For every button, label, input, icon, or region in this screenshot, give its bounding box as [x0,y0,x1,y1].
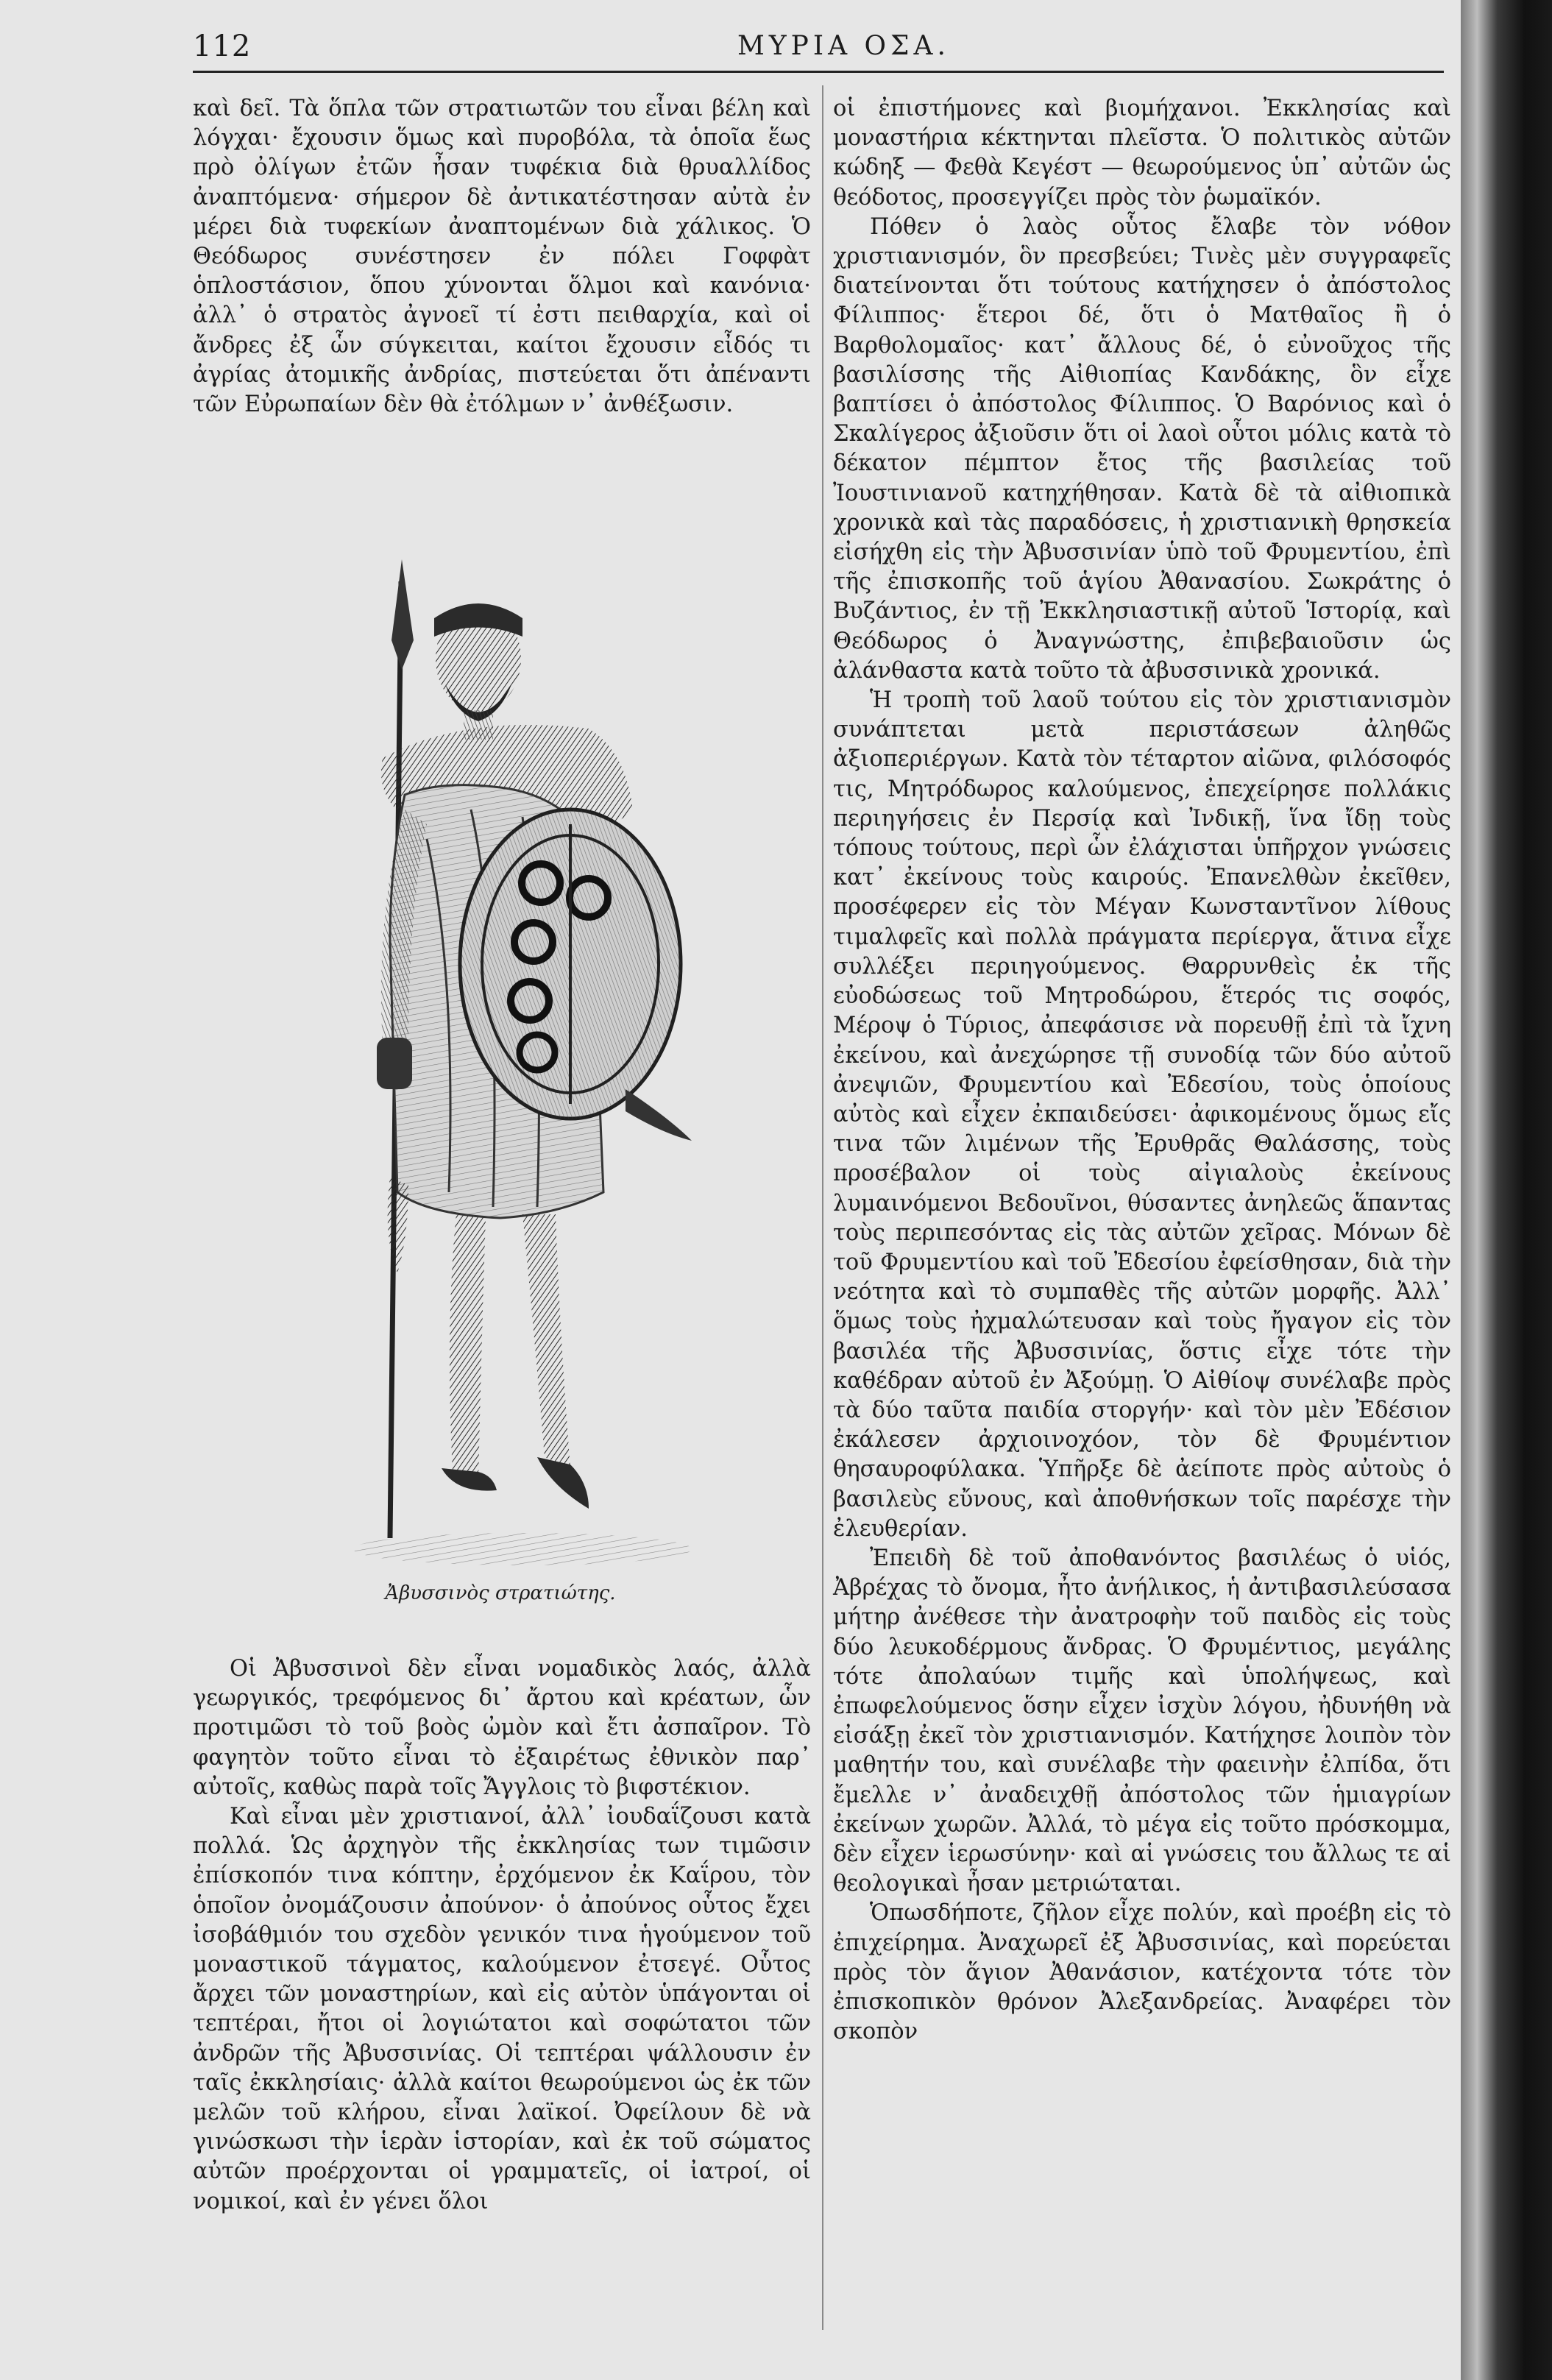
paragraph: Πόθεν ὁ λαὸς οὗτος ἔλαβε τὸν νόθον χριστιανισμόν, ὃν πρεσβεύει; Τινὲς μὲν συγγραφεῖς διατείνονται ὅτι τούτους κατήχησεν ὁ ἀπόστολος Φίλιππος· ἕτεροι δέ, ὅτι ὁ Ματθαῖος ἢ ὁ Βαρθολομαῖος· κατ᾽ ἄλλους δέ, ὁ εὐνοῦχος τῆς βασιλίσσης τῆς Αἰθιοπίας Κανδάκης, ὃν εἶχε βαπτίσει ὁ ἀπόστολος Φίλιππος. Ὁ Βαρόνιος καὶ ὁ Σκαλίγερος ἀξιοῦσιν ὅτι οἱ λαοὶ οὗτοι μόλις κατὰ τὸ δέκατον πέμπτον ἔτος τῆς βασιλείας τοῦ Ἰουστινιανοῦ κατηχήθησαν. Κατὰ δὲ τὰ αἰθιοπικὰ χρονικὰ καὶ τὰς παραδόσεις, ἡ χριστιανικὴ θρησκεία εἰσήχθη εἰς τὴν Ἀβυσσινίαν ὑπὸ τοῦ Φρυμεντίου, ἐπὶ τῆς ἐπισκοπῆς τοῦ ἁγίου Ἀθανασίου. Σωκράτης ὁ Βυζάντιος, ἐν τῇ Ἐκκλησιαστικῇ αὐτοῦ Ἱστορίᾳ, καὶ Θεόδωρος ὁ Ἀναγνώστης, ἐπιβεβαιοῦσιν ὡς ἀλάνθαστα κατὰ τοῦτο τὰ ἀβυσσινικὰ χρονικά. [833,213,1451,684]
paragraph: Ἡ τροπὴ τοῦ λαοῦ τούτου εἰς τὸν χριστιανισμὸν συνάπτεται μετὰ περιστάσεων ἀληθῶς ἀξιοπεριέργων. Κατὰ τὸν τέταρτον αἰῶνα, φιλόσοφός τις, Μητρόδωρος καλούμενος, ἐπεχείρησε πολλάκις περιηγήσεις ἐν Περσίᾳ καὶ Ἰνδικῇ, ἵνα ἴδῃ τοὺς τόπους τούτους, περὶ ὧν ἐλάχισται ὑπῆρχον γνώσεις κατ᾽ ἐκείνους τοὺς καιρούς. Ἐπανελθὼν ἐκεῖθεν, προσέφερεν εἰς τὸν Μέγαν Κωνσταντῖνον λίθους τιμαλφεῖς καὶ πολλὰ πράγματα περίεργα, ἅτινα εἶχε συλλέξει περιηγούμενος. Θαρρυνθεὶς ἐκ τῆς εὐοδώσεως τοῦ Μητροδώρου, ἕτερός τις σοφός, Μέροψ ὁ Τύριος, ἀπεφάσισε νὰ πορευθῇ ἐπὶ τὰ ἴχνη ἐκείνου, καὶ ἀνεχώρησε τῇ συνοδίᾳ τῶν δύο αὐτοῦ ἀνεψιῶν, Φρυμεντίου καὶ Ἐδεσίου, τοὺς ὁποίους αὐτὸς καὶ εἶχεν ἐκπαιδεύσει· ἀφικομένους ὅμως εἴς τινα τῶν λιμένων τῆς Ἐρυθρᾶς Θαλάσσης, τοὺς προσέβαλον οἱ τοὺς αἰγιαλοὺς ἐκείνους λυμαινόμενοι Βεδουῖνοι, θύσαντες ἀνηλεῶς ἅπαντας τοὺς περιπεσόντας εἰς τὰς αὐτῶν χεῖρας. Μόνων δὲ τοῦ Φρυμεντίου καὶ τοῦ Ἐδεσίου ἐφείσθησαν, διὰ τὴν νεότητα καὶ τὸ συμπαθὲς τῆς αὐτῶν μορφῆς. Ἀλλ᾽ ὅμως τοὺς ἠχμαλώτευσαν καὶ τοὺς ἤγαγον εἰς τὸν βασιλέα τῆς Ἀβυσσινίας, ὅστις εἶχε τότε τὴν καθέδραν αὐτοῦ ἐν Ἀξούμῃ. Ὁ Αἰθίοψ συνέλαβε πρὸς τὰ δύο ταῦτα παιδία στοργήν· καὶ τὸν μὲν Ἐδέσιον ἐκάλεσεν ἀρχιοινοχόον, τὸν δὲ Φρυμέντιον θησαυροφύλακα. Ὑπῆρξε δὲ ἀείποτε πρὸς αὐτοὺς ὁ βασιλεὺς εὔνους, καὶ ἀποθνήσκων τοῖς παρέσχε τὴν ἐλευθερίαν. [833,687,1451,1542]
right-column [833,94,1451,2047]
paragraph: καὶ δεῖ. Τὰ ὅπλα τῶν στρατιωτῶν του εἶναι βέλη καὶ λόγχαι· ἔχουσιν ὅμως καὶ πυροβόλα, τὰ ὁποῖα ἕως πρὸ ὀλίγων ἐτῶν ἦσαν τυφέκια διὰ θρυαλλίδος ἀναπτόμενα· σήμερον δὲ ἀντικατέστησαν αὐτὰ ἐν μέρει διὰ τυφεκίων ἀναπτομένων διὰ χάλικος. Ὁ Θεόδωρος συνέστησεν ἐν πόλει Γοφφὰτ ὁπλοστάσιον, ὅπου χύνονται ὅλμοι καὶ κανόνια· ἀλλ᾽ ὁ στρατὸς ἀγνοεῖ τί ἐστι πειθαρχία, καὶ οἱ ἄνδρες ἐξ ὧν σύγκειται, καίτοι ἔχουσιν εἶδός τι ἀγρίας ἀτομικῆς ἀνδρίας, πιστεύεται ὅτι ἀπέναντι τῶν Εὐρωπαίων δὲν θὰ ἐτόλμων ν᾽ ἀνθέξωσιν. [193,96,811,418]
paragraph: οἱ ἐπιστήμονες καὶ βιομήχανοι. Ἐκκλησίας καὶ μοναστήρια κέκτηνται πλεῖστα. Ὁ πολιτικὸς αὐτῶν κώδηξ — Φεθὰ Κεγέστ — θεωρούμενος ὑπ᾽ αὐτῶν ὡς θεόδοτος, προσεγγίζει πρὸς τὸν ῥωμαϊκόν. [833,96,1451,210]
left-column-bottom [193,1654,811,2217]
paragraph: Ἐπειδὴ δὲ τοῦ ἀποθανόντος βασιλέως ὁ υἱός, Ἀβρέχας τὸ ὄνομα, ἦτο ἀνήλικος, ἡ ἀντιβασιλεύσασα μήτηρ ἀνέθεσε τὴν ἀνατροφὴν τοῦ παιδὸς εἰς τοὺς δύο λευκοδέρμους ἄνδρας. Ὁ Φρυμέντιος, μεγάλης τότε ἀπολαύων τιμῆς καὶ ὑπολήψεως, καὶ ἐπωφελούμενος ὅσην εἶχεν ἰσχὺν λόγου, ἠδυνήθη νὰ εἰσάξῃ ἐκεῖ τὸν χριστιανισμόν. Κατήχησε λοιπὸν τὸν μαθητήν του, καὶ συνέλαβε τὴν φαεινὴν ἐλπίδα, ὅτι ἔμελλε ν᾽ ἀναδειχθῇ ἀπόστολος τῶν ἡμιαγρίων ἐκείνων χωρῶν. Ἀλλά, τὸ μέγα εἰς τοῦτο πρόσκομμα, δὲν εἶχεν ἱερωσύνην· καὶ αἱ γνώσεις του ἄλλως τε αἱ θεολογικαὶ ἦσαν μετριώταται. [833,1545,1451,1897]
book-binding-edge [1461,0,1552,2380]
paragraph: Καὶ εἶναι μὲν χριστιανοί, ἀλλ᾽ ἰουδαΐζουσι κατὰ πολλά. Ὡς ἀρχηγὸν τῆς ἐκκλησίας των τιμῶσιν ἐπίσκοπόν τινα κόπτην, ἐρχόμενον ἐκ Καΐρου, τὸν ὁποῖον ὀνομάζουσιν ἀπούνον· ὁ ἀπούνος οὗτος ἔχει ἰσοβάθμιόν του σχεδὸν γενικόν τινα ἡγούμενον τοῦ μοναστικοῦ τάγματος, καλούμενον ἐτσεγέ. Οὗτος ἄρχει τῶν μοναστηρίων, καὶ εἰς αὐτὸν ὑπάγονται οἱ τεπτέραι, ἤτοι οἱ λογιώτατοι καὶ σοφώτατοι τῶν ἀνδρῶν τῆς Ἀβυσσινίας. Οἱ τεπτέραι ψάλλουσιν ἐν ταῖς ἐκκλησίαις· ἀλλὰ καίτοι θεωρούμενοι ὡς ἐκ τῶν μελῶν τοῦ κλήρου, εἶναι λαϊκοί. Ὀφείλουν δὲ νὰ γινώσκωσι τὴν ἱερὰν ἱστορίαν, καὶ ἐκ τοῦ σώματος αὐτῶν προέρχονται οἱ γραμματεῖς, οἱ ἰατροί, οἱ νομικοί, καὶ ἐν γένει ὅλοι [193,1804,811,2214]
column-divider [822,85,823,2330]
paragraph: Οἱ Ἀβυσσινοὶ δὲν εἶναι νομαδικὸς λαός, ἀλλὰ γεωργικός, τρεφόμενος δι᾽ ἄρτου καὶ κρέατων, ὧν προτιμῶσι τὸ τοῦ βοὸς ὠμὸν καὶ ἔτι ἀσπαῖρον. Τὸ φαγητὸν τοῦτο εἶναι τὸ ἐξαιρέτως ἐθνικὸν παρ᾽ αὐτοῖς, καθὼς παρὰ τοῖς Ἄγγλοις τὸ βιφστέκιον. [193,1656,811,1800]
paragraph: Ὁπωσδήποτε, ζῆλον εἶχε πολύν, καὶ προέβη εἰς τὸ ἐπιχείρημα. Ἀναχωρεῖ ἐξ Ἀβυσσινίας, καὶ πορεύεται πρὸς τὸν ἅγιον Ἀθανάσιον, κατέχοντα τότε τὸν ἐπισκοπικὸν θρόνον Ἀλεξανδρείας. Ἀναφέρει τὸν σκοπὸν [833,1900,1451,2045]
header-rule [193,71,1444,73]
figure-caption: Ἀβυσσινὸς στρατιώτης. [385,1582,616,1604]
running-title: ΜΥΡΙΑ ΟΣΑ. [737,31,950,61]
page-header [193,29,1444,74]
engraving-image [280,530,751,1575]
illustration-abyssinian-soldier [280,530,751,1604]
left-column-top [193,94,811,419]
page-number: 112 [193,29,252,63]
